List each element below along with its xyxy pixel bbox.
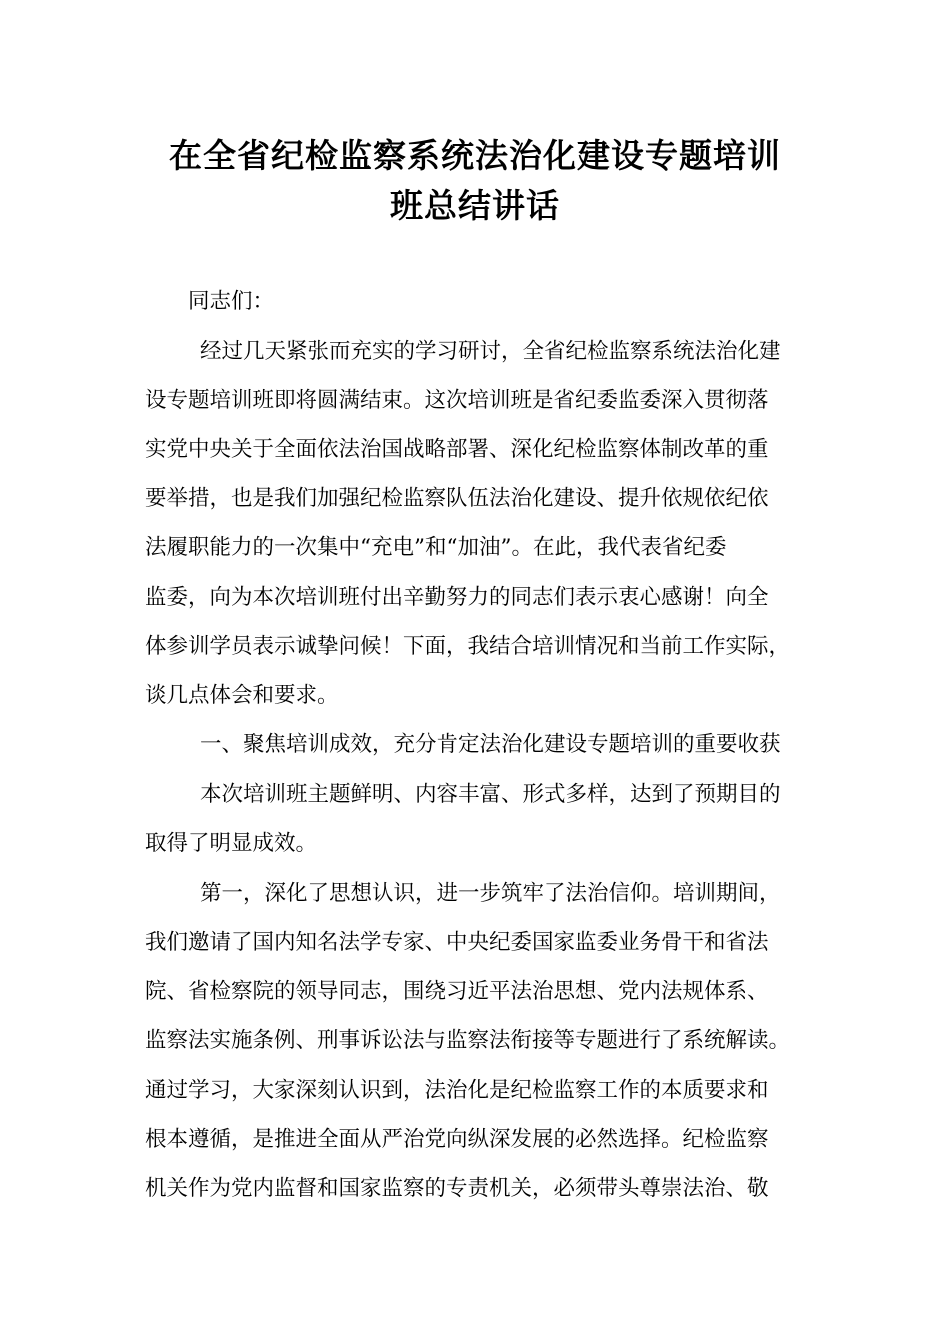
- paragraph-line: 院、省检察院的领导同志，围绕习近平法治思想、党内法规体系、: [145, 979, 769, 1004]
- section-heading: 一、聚焦培训成效，充分肯定法治化建设专题培训的重要收获: [200, 732, 781, 757]
- paragraph-line: 谈几点体会和要求。: [145, 683, 339, 708]
- paragraph-line: 实党中央关于全面依法治国战略部署、深化纪检监察体制改革的重: [145, 437, 769, 462]
- paragraph-line: 要举措，也是我们加强纪检监察队伍法治化建设、提升依规依纪依: [145, 486, 769, 511]
- paragraph-line: 我们邀请了国内知名法学专家、中央纪委国家监委业务骨干和省法: [145, 930, 769, 955]
- paragraph-line: 根本遵循，是推进全面从严治党向纵深发展的必然选择。纪检监察: [145, 1127, 769, 1152]
- paragraph-line: 机关作为党内监督和国家监察的专责机关，必须带头尊崇法治、敬: [145, 1176, 769, 1201]
- paragraph-line: 第一，深化了思想认识，进一步筑牢了法治信仰。培训期间，: [200, 881, 781, 906]
- paragraph-line: 本次培训班主题鲜明、内容丰富、形式多样，达到了预期目的: [200, 782, 781, 807]
- document-title-line-2: 班总结讲话: [390, 186, 560, 225]
- paragraph-line: 取得了明显成效。: [145, 831, 318, 856]
- paragraph-line: 设专题培训班即将圆满结束。这次培训班是省纪委监委深入贯彻落: [145, 388, 769, 413]
- document-title-line-1: 在全省纪检监察系统法治化建设专题培训: [169, 136, 781, 175]
- paragraph-line: 监委，向为本次培训班付出辛勤努力的同志们表示衷心感谢！向全: [145, 585, 769, 610]
- paragraph-line: 监察法实施条例、刑事诉讼法与监察法衔接等专题进行了系统解读。: [145, 1028, 791, 1053]
- paragraph-line: 体参训学员表示诚挚问候！下面，我结合培训情况和当前工作实际，: [145, 634, 791, 659]
- salutation: 同志们：: [188, 289, 275, 314]
- paragraph-line: 法履职能力的一次集中“充电”和“加油”。在此，我代表省纪委: [145, 535, 727, 560]
- paragraph-line: 通过学习，大家深刻认识到，法治化是纪检监察工作的本质要求和: [145, 1078, 769, 1103]
- paragraph-line: 经过几天紧张而充实的学习研讨，全省纪检监察系统法治化建: [200, 339, 781, 364]
